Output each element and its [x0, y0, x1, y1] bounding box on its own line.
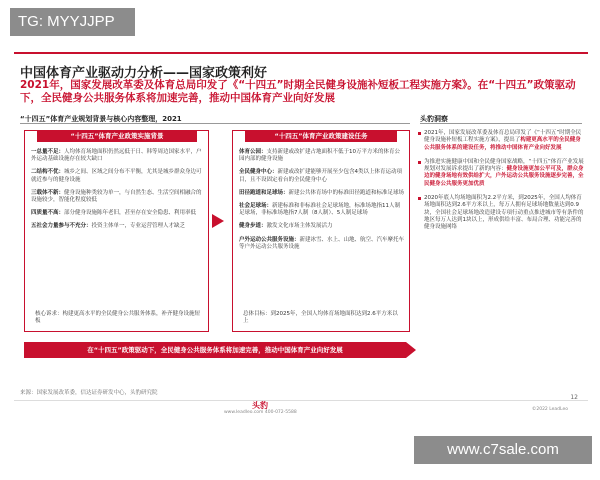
insight-paragraph — [418, 159, 584, 188]
tasks-panel — [232, 130, 410, 332]
task-items — [239, 149, 405, 257]
list-item — [239, 223, 405, 230]
footer-url: www.leadleo.com 400-072-5588 — [224, 410, 297, 415]
insight-paragraph — [418, 130, 584, 152]
item-text: 激发文化市场主体发展活力 — [266, 223, 333, 230]
item-label: 五社会力量参与不充分： — [31, 223, 92, 230]
list-item — [239, 190, 405, 197]
page-title: 中国体育产业驱动力分析——国家政策利好 — [20, 66, 268, 81]
footer-logo: 头豹 — [252, 401, 268, 410]
left-section-heading: “十四五”体育产业规划背景与核心内容整理，2021 — [20, 115, 182, 123]
item-text: 新建冰雪、水上、山地、航空、汽车摩托车等户外运动公共服务设施 — [239, 236, 405, 250]
background-items — [31, 149, 204, 237]
item-text: 城乡之间、区域之间分布不平衡，尤其是城乡群众身边可就近参与的健身设施 — [31, 169, 202, 183]
item-text: 投资主体单一，专业运营管理人才缺乏 — [91, 223, 186, 230]
item-label: 全民健身中心： — [239, 169, 278, 176]
item-label: 四质量不高： — [31, 210, 65, 217]
insight-text-hl: 构建更高水平的全民健身公共服务体系的建设任务，将推动中国体育产业向好发展 — [424, 137, 581, 151]
arrow-right-icon — [212, 214, 224, 228]
item-text: 部分健身设施陈年老旧，甚至存在安全隐患、利用率低 — [64, 210, 197, 217]
list-item — [31, 149, 204, 163]
background-panel-header: “十四五”体育产业政策实施背景 — [37, 130, 197, 142]
insights-column — [418, 130, 584, 239]
page-subtitle: 2021年，国家发展改革委及体育总局印发了《“十四五”时期全民健身设施补短板工程实施方案》。在“十四五”政策驱动下，全民健身公共服务体系将加速完善，推动中国体育产业向好发展 — [20, 79, 576, 104]
item-label: 健身步道： — [239, 223, 267, 230]
item-label: 户外运动公共服务设施： — [239, 236, 300, 243]
item-label: 二结构不优： — [31, 169, 65, 176]
item-text: 健身设施种类较为单一，与自然生态、生活空间相融合的设施较少，智能化程度较低 — [31, 189, 202, 204]
item-text: 人均体育场地面积仍然远低于日、韩等周边国家水平，户外运动基础设施存在较大缺口 — [31, 149, 202, 163]
conclusion-bar: 在“十四五”政策驱动下，全民健身公共服务体系将加速完善，推动中国体育产业向好发展 — [24, 342, 406, 358]
list-item — [239, 169, 405, 183]
page-number: 12 — [570, 394, 578, 401]
list-item — [239, 203, 405, 217]
background-panel — [24, 130, 209, 332]
insight-text-hl: 健身设施更加公平可及，群众身边的健身场地有效供给扩大，户外运动公共服务设施逐步完善，全民健身公共服务更加优质 — [424, 166, 584, 187]
tasks-panel-header: “十四五”体育产业政策建设任务 — [245, 130, 397, 142]
copyright: ©2022 LeadLeo — [531, 407, 568, 412]
source-note: 来源：国家发展改革委，信达证券研发中心，头豹研究院 — [20, 390, 158, 396]
insight-text-pre: 为推进实施健康中国和全民健身国家战略，“十四五”体育产业发展规划对发展诉求提出了新的内容： — [424, 158, 584, 173]
list-item — [239, 149, 405, 163]
conclusion-arrow-icon — [406, 342, 416, 358]
list-item — [31, 223, 204, 230]
insight-paragraph — [418, 195, 584, 231]
footer — [14, 400, 588, 415]
slide-page — [14, 52, 588, 414]
item-label: 田径跑道和足球场： — [239, 189, 289, 196]
item-text: 新建或改扩建能够开展至少包含4类以上体育运动项目，且不设固定看台的全民健身中心 — [239, 169, 403, 183]
item-label: 社会足球场： — [239, 203, 273, 210]
item-text: 新建公共体育场中的标准田径跑道和标准足球场 — [288, 189, 405, 196]
item-text: 支持新建或改扩建占地面积不低于10万平方米的体育公园内部的健身设施 — [239, 149, 401, 163]
watermark: www.c7sale.com — [414, 436, 592, 464]
item-label: 体育公园： — [239, 149, 267, 155]
overall-goal: 总体目标：到2025年，全国人均体育场地面积达到2.6平方米以上 — [243, 311, 398, 324]
item-label: 三载体不新： — [31, 189, 65, 196]
list-item — [31, 190, 204, 204]
insight-text-pre: 2020年底人均场地面积为2.2平方米，到2025年，全国人均体育场地面积达到2.6平方米以上，每万人拥有足球场地数量达到0.9块，全国社会足球场地改造建设专项行动重点推进城市等有条件的地区每万人达到1块以上，形成供给丰富、布局合理、功能完善的健身设施网络 — [424, 195, 584, 231]
right-section-heading: 头豹洞察 — [420, 115, 448, 123]
left-divider — [20, 123, 410, 124]
list-item — [31, 169, 204, 183]
list-item — [31, 210, 204, 217]
insight-text-pre: 2021年，国家发展改革委及体育总局印发了《“十四五”时期全民健身设施补短板工程实施方案》，提出了 — [424, 130, 582, 144]
item-label: 一总量不足： — [31, 149, 65, 155]
core-demand: 核心诉求：构建更高水平的全民健身公共服务体系，补齐健身设施短板 — [35, 311, 201, 324]
top-badge: TG: MYYJJPP — [10, 8, 135, 36]
right-divider — [420, 123, 582, 124]
item-text: 新建标准和非标准社会足球场地，标准场地指11人制足球场，非标准场地指7人制（8人制）、5人制足球场 — [239, 203, 401, 217]
list-item — [239, 237, 405, 251]
